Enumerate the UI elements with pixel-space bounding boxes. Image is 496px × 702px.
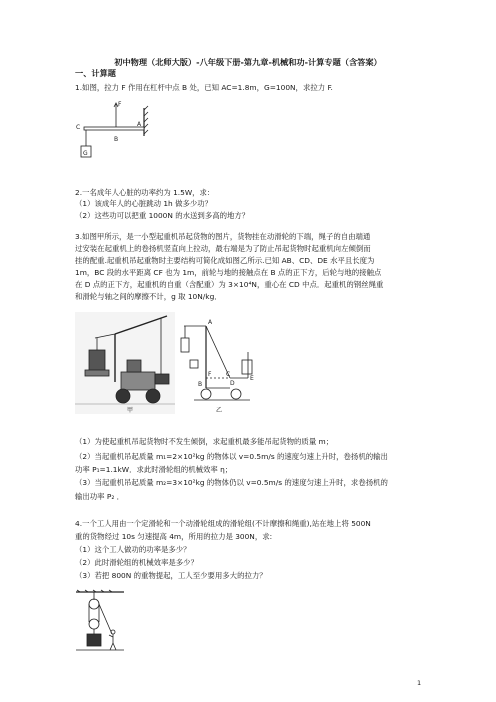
q4-line-4: （2）此时滑轮组的机械效率是多少？ xyxy=(75,558,198,567)
q1-label-a: A xyxy=(137,121,142,128)
document-title: 初中物理（北师大版）-八年级下册-第九章-机械和功-计算专题（含答案） xyxy=(114,57,382,67)
q4-line-1: 4.一个工人用由一个定滑轮和一个动滑轮组成的滑轮组(不计摩擦和绳重),站在地上将 500N xyxy=(75,519,371,528)
q1-lever-figure xyxy=(74,96,154,166)
q3-sub-2: （2）当起重机吊起质量 m₁=2×10²kg 的物体以 v=0.5m/s 的速度匀速上升时，卷扬机的输出 xyxy=(75,452,388,461)
q3-crane-structure-figure xyxy=(180,316,260,416)
q2-line-3: （2）这些功可以把重 1000N 的水送到多高的地方？ xyxy=(75,211,250,220)
q3-sub-1: （1）为使起重机吊起货物时不发生倾倒，求起重机最多能吊起货物的质量 m； xyxy=(75,437,334,446)
q2-line-1: 2.一名成年人心脏的功率约为 1.5W，求： xyxy=(75,188,215,197)
q1-label-c: C xyxy=(76,124,81,131)
q3-label-f: F xyxy=(208,371,212,378)
q3-label-b: B xyxy=(198,381,203,388)
q3-sub-5: 输出功率 P₂ ． xyxy=(75,492,125,501)
q3-line-1: 3.如图甲所示，是一小型起重机吊起货物的图片，货物挂在动滑轮的下端，绳子的自由端通 xyxy=(75,232,371,241)
q3-label-c: C xyxy=(226,371,231,378)
q3-line-2: 过安装在起重机上的卷扬机竖直向上拉动，最右端是为了防止吊起货物时起重机向左倾倒而 xyxy=(75,244,371,253)
section-heading: 一、计算题 xyxy=(75,68,116,78)
q2-line-2: （1）该成年人的心脏跳动 1h 做多少功？ xyxy=(75,199,213,208)
q3-sub-3: 功率 P₁=1.1kW．求此时滑轮组的机械效率 η； xyxy=(75,465,233,474)
q3-label-jia: 甲 xyxy=(127,407,134,414)
q3-label-a: A xyxy=(208,319,213,326)
q4-pulley-figure xyxy=(76,590,126,652)
q3-label-d: D xyxy=(230,380,235,387)
q1-label-f: F xyxy=(118,101,122,108)
q3-label-yi: 乙 xyxy=(216,407,223,414)
q1-label-g: G xyxy=(83,150,88,157)
q3-label-e: E xyxy=(250,375,254,382)
q1-text: 1.如图，拉力 F 作用在杠杆中点 B 处，已知 AC=1.8m，G=100N，求拉力 F. xyxy=(75,83,333,92)
q4-line-3: （1）这个工人做功的功率是多少？ xyxy=(75,545,191,554)
q3-line-4: 1m，BC 段的水平距离 CF 也为 1m，前轮与地的接触点在 B 点的正下方，后轮与地的接触点 xyxy=(75,268,382,277)
q3-line-6: 和滑轮与轴之间的摩擦不计，g 取 10N/kg． xyxy=(75,292,222,301)
q4-line-2: 重的货物经过 10s 匀速提高 4m，所用的拉力是 300N，求: xyxy=(75,532,273,541)
q3-sub-4: （3）当起重机吊起质量 m₂=3×10²kg 的物体仍以 v=0.5m/s 的速度匀速上升时，求卷扬机的 xyxy=(75,478,388,487)
q3-crane-photo-figure xyxy=(75,312,175,414)
page-number: 1 xyxy=(417,679,422,687)
q3-line-5: 在 D 点的正下方，起重机的自重（含配重）为 3×10⁴N，重心在 CD 中点．起重机的钢丝绳重 xyxy=(75,280,384,289)
q1-label-b: B xyxy=(114,136,119,143)
q4-line-5: （3）若把 800N 的重物提起，工人至少要用多大的拉力？ xyxy=(75,571,267,580)
q3-line-3: 挂的配重.起重机吊起重物时主要结构可简化成如图乙所示.已知 AB、CD、DE 水平且长度为 xyxy=(75,256,375,265)
